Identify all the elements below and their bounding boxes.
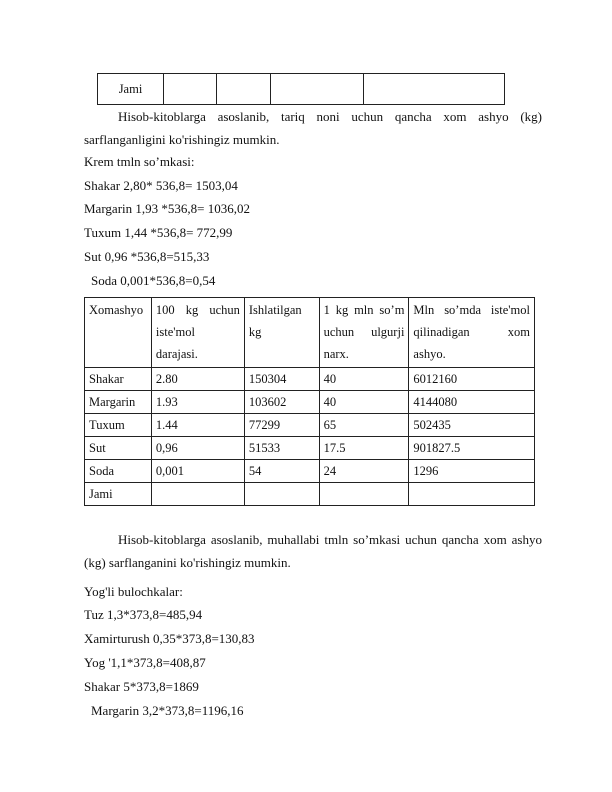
header-cell: 1 kg mln so’m uchun ulgurji narx. xyxy=(319,298,409,368)
table-header-row xyxy=(85,298,535,368)
bulochka-title: Yog'li bulochkalar: xyxy=(84,584,183,599)
krem-line: Soda 0,001*536,8=0,54 xyxy=(91,273,216,288)
table-cell: 6012160 xyxy=(409,368,535,391)
table-cell: Soda xyxy=(85,460,152,483)
top-summary-table xyxy=(97,73,505,105)
krem-line: Tuxum 1,44 *536,8= 772,99 xyxy=(84,225,233,240)
table-cell: Margarin xyxy=(85,391,152,414)
table-cell: Shakar xyxy=(85,368,152,391)
table-row xyxy=(85,368,535,391)
table-cell: 54 xyxy=(244,460,319,483)
table-cell: 502435 xyxy=(409,414,535,437)
table-cell: 1.44 xyxy=(151,414,244,437)
table-cell: 77299 xyxy=(244,414,319,437)
table-row xyxy=(85,414,535,437)
table-cell xyxy=(151,483,244,506)
krem-line: Sut 0,96 *536,8=515,33 xyxy=(84,249,210,264)
table-cell: Jami xyxy=(98,74,164,105)
table-cell xyxy=(217,74,271,105)
table-row xyxy=(85,391,535,414)
table-cell xyxy=(364,74,505,105)
table-cell: 103602 xyxy=(244,391,319,414)
bulochka-line: Margarin 3,2*373,8=1196,16 xyxy=(91,703,244,718)
raw-material-table xyxy=(84,297,535,506)
table-cell: 40 xyxy=(319,391,409,414)
krem-line: Shakar 2,80* 536,8= 1503,04 xyxy=(84,178,238,193)
table-row xyxy=(85,437,535,460)
paragraph-tariq-noni: Hisob-kitoblarga asoslanib, tariq noni uchun qancha xom ashyo (kg) sarflanganligini ko'rishingiz mumkin. xyxy=(84,109,542,147)
header-cell: Ishlatilgan kg xyxy=(244,298,319,368)
table-cell: 150304 xyxy=(244,368,319,391)
table-row xyxy=(98,74,505,105)
header-cell: Mln so’mda iste'mol qilinadigan xom ashyo. xyxy=(409,298,535,368)
bulochka-line: Xamirturush 0,35*373,8=130,83 xyxy=(84,631,255,646)
table-cell xyxy=(164,74,217,105)
table-cell: 65 xyxy=(319,414,409,437)
table-cell: 40 xyxy=(319,368,409,391)
table-cell xyxy=(244,483,319,506)
krem-line: Margarin 1,93 *536,8= 1036,02 xyxy=(84,201,250,216)
bulochka-line: Yog '1,1*373,8=408,87 xyxy=(84,655,206,670)
table-cell: 24 xyxy=(319,460,409,483)
table-cell xyxy=(319,483,409,506)
table-cell: Tuxum xyxy=(85,414,152,437)
table-cell xyxy=(271,74,364,105)
table-cell: 1.93 xyxy=(151,391,244,414)
table-cell: 51533 xyxy=(244,437,319,460)
table-cell: Jami xyxy=(85,483,152,506)
table-cell: 2.80 xyxy=(151,368,244,391)
table-cell: 17.5 xyxy=(319,437,409,460)
table-cell xyxy=(409,483,535,506)
table-cell: 4144080 xyxy=(409,391,535,414)
table-row xyxy=(85,460,535,483)
table-row xyxy=(85,483,535,506)
table-cell: 0,001 xyxy=(151,460,244,483)
header-cell: 100 kg uchun iste'mol darajasi. xyxy=(151,298,244,368)
paragraph-muhallabi: Hisob-kitoblarga asoslanib, muhallabi tmln so’mkasi uchun qancha xom ashyo (kg) sarflanganini ko'rishingiz mumkin. xyxy=(84,532,542,570)
table-cell: 901827.5 xyxy=(409,437,535,460)
bulochka-line: Shakar 5*373,8=1869 xyxy=(84,679,199,694)
krem-title: Krem tmln so’mkasi: xyxy=(84,154,195,169)
bulochka-line: Tuz 1,3*373,8=485,94 xyxy=(84,607,203,622)
table-cell: Sut xyxy=(85,437,152,460)
table-cell: 1296 xyxy=(409,460,535,483)
header-cell: Xomashyo xyxy=(85,298,152,368)
table-cell: 0,96 xyxy=(151,437,244,460)
